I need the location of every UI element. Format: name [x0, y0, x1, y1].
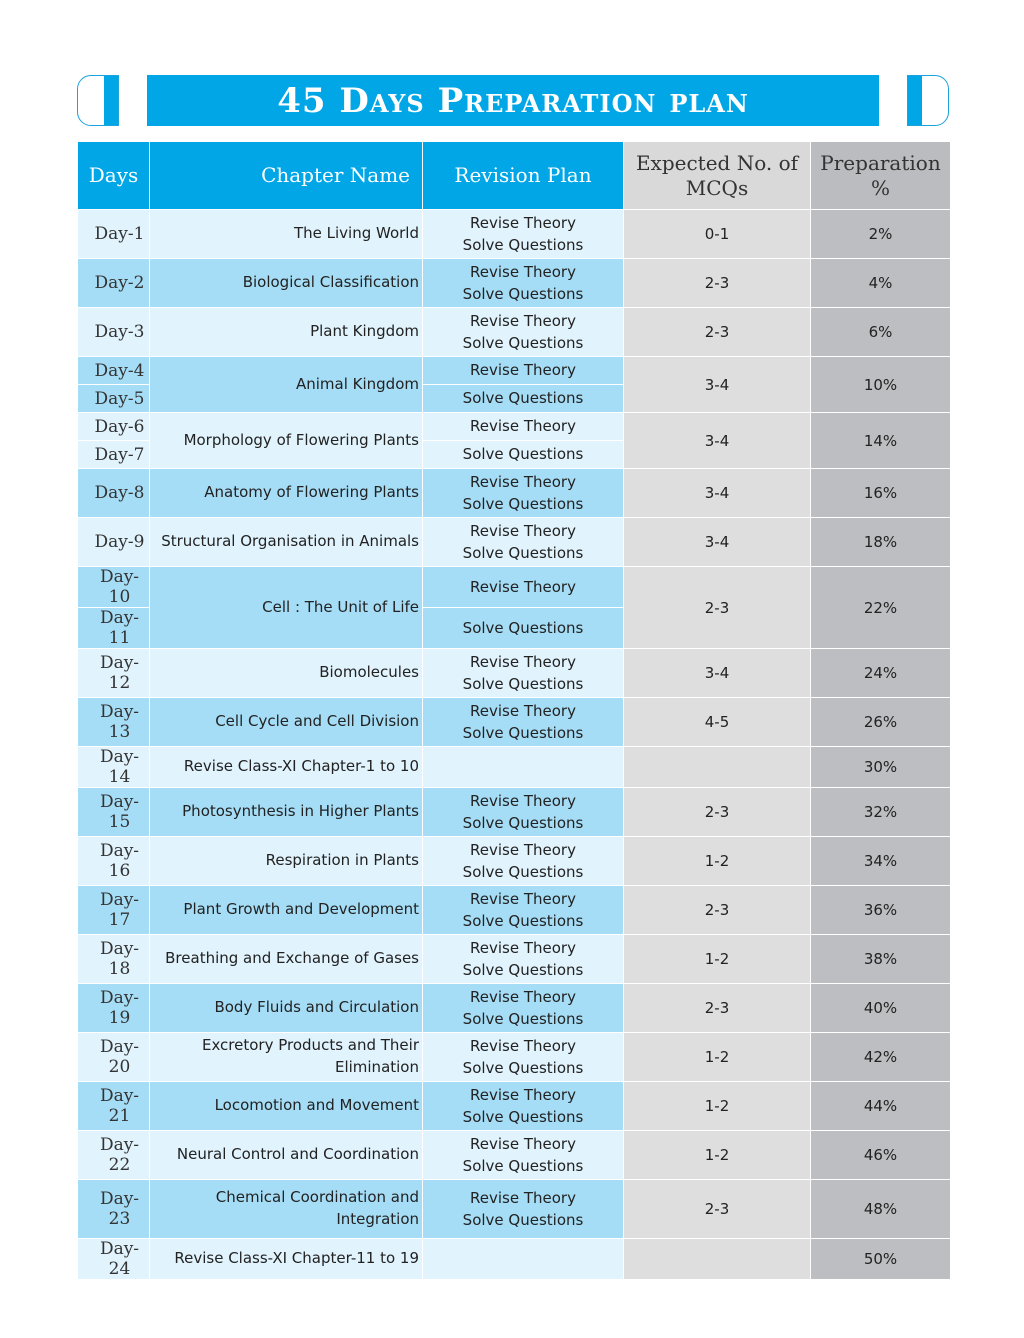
table-row	[78, 1131, 951, 1180]
revision-plan-cell	[423, 1082, 624, 1131]
revise-theory-label: Revise Theory	[470, 1134, 576, 1153]
revision-plan-cell	[423, 649, 624, 698]
solve-questions-cell: Solve Questions	[423, 385, 624, 413]
chapter-cell: The Living World	[150, 210, 423, 259]
revise-theory-label: Revise Theory	[470, 701, 576, 720]
banner-bar	[147, 75, 879, 126]
revision-plan-cell	[423, 1033, 624, 1082]
header-chapter-name: Chapter Name	[150, 142, 423, 210]
table-row	[78, 357, 951, 385]
revision-plan-cell	[423, 210, 624, 259]
chapter-cell: Plant Growth and Development	[150, 886, 423, 935]
prep-cell: 6%	[811, 308, 951, 357]
solve-questions-label: Solve Questions	[462, 724, 584, 742]
mcq-cell	[624, 1239, 811, 1280]
day-cell: Day-12	[78, 649, 150, 698]
day-cell: Day-7	[78, 441, 150, 469]
prep-cell: 34%	[811, 837, 951, 886]
revise-theory-label: Revise Theory	[470, 987, 576, 1006]
table-row	[78, 886, 951, 935]
prep-cell: 50%	[811, 1239, 951, 1280]
solve-questions-label: Solve Questions	[462, 814, 584, 832]
solve-questions-cell: Solve Questions	[423, 608, 624, 649]
revise-theory-label: Revise Theory	[470, 311, 576, 330]
prep-cell: 32%	[811, 788, 951, 837]
solve-questions-label: Solve Questions	[462, 334, 584, 352]
revise-theory-label: Revise Theory	[470, 791, 576, 810]
chapter-cell: Revise Class-XI Chapter-11 to 19	[150, 1239, 423, 1280]
prep-cell: 4%	[811, 259, 951, 308]
prep-cell: 24%	[811, 649, 951, 698]
solve-questions-label: Solve Questions	[462, 285, 584, 303]
mcq-cell: 1-2	[624, 837, 811, 886]
day-cell: Day-15	[78, 788, 150, 837]
mcq-cell: 3-4	[624, 649, 811, 698]
table-row	[78, 698, 951, 747]
chapter-cell: Locomotion and Movement	[150, 1082, 423, 1131]
revision-plan-cell	[423, 518, 624, 567]
chapter-cell: Structural Organisation in Animals	[150, 518, 423, 567]
revise-theory-label: Revise Theory	[470, 213, 576, 232]
revise-theory-label: Revise Theory	[470, 840, 576, 859]
revise-theory-label: Revise Theory	[470, 652, 576, 671]
prep-cell: 10%	[811, 357, 951, 413]
revise-theory-label: Revise Theory	[470, 1036, 576, 1055]
mcq-cell: 1-2	[624, 1033, 811, 1082]
day-cell: Day-23	[78, 1180, 150, 1239]
day-cell: Day-22	[78, 1131, 150, 1180]
chapter-cell: Neural Control and Coordination	[150, 1131, 423, 1180]
prep-cell: 44%	[811, 1082, 951, 1131]
chapter-cell: Revise Class-XI Chapter-1 to 10	[150, 747, 423, 788]
header-preparation-percent: Preparation %	[811, 142, 951, 210]
prep-cell: 18%	[811, 518, 951, 567]
day-cell: Day-3	[78, 308, 150, 357]
header-expected-mcqs: Expected No. of MCQs	[624, 142, 811, 210]
mcq-cell: 1-2	[624, 935, 811, 984]
revise-theory-cell: Revise Theory	[423, 357, 624, 385]
solve-questions-label: Solve Questions	[462, 236, 584, 254]
solve-questions-label: Solve Questions	[462, 675, 584, 693]
solve-questions-label: Solve Questions	[462, 1108, 584, 1126]
mcq-cell: 3-4	[624, 469, 811, 518]
revise-theory-cell: Revise Theory	[423, 567, 624, 608]
prep-cell: 16%	[811, 469, 951, 518]
prep-cell: 40%	[811, 984, 951, 1033]
table-row	[78, 469, 951, 518]
mcq-cell: 2-3	[624, 1180, 811, 1239]
day-cell: Day-2	[78, 259, 150, 308]
day-cell: Day-17	[78, 886, 150, 935]
chapter-cell: Photosynthesis in Higher Plants	[150, 788, 423, 837]
revision-plan-cell	[423, 788, 624, 837]
day-cell: Day-11	[78, 608, 150, 649]
mcq-cell: 3-4	[624, 357, 811, 413]
day-cell: Day-1	[78, 210, 150, 259]
day-cell: Day-14	[78, 747, 150, 788]
table-row	[78, 649, 951, 698]
revision-plan-cell	[423, 259, 624, 308]
mcq-cell: 2-3	[624, 788, 811, 837]
page-banner	[77, 75, 949, 126]
preparation-plan-table	[77, 141, 951, 1280]
chapter-cell: Plant Kingdom	[150, 308, 423, 357]
table-row	[78, 984, 951, 1033]
table-header-row	[78, 142, 951, 210]
table-row	[78, 788, 951, 837]
prep-cell: 14%	[811, 413, 951, 469]
chapter-cell: Anatomy of Flowering Plants	[150, 469, 423, 518]
day-cell: Day-19	[78, 984, 150, 1033]
day-cell: Day-9	[78, 518, 150, 567]
mcq-cell: 2-3	[624, 567, 811, 649]
revision-plan-cell	[423, 886, 624, 935]
day-cell: Day-13	[78, 698, 150, 747]
table-row	[78, 518, 951, 567]
chapter-cell: Excretory Products and Their Elimination	[150, 1033, 423, 1082]
solve-questions-label: Solve Questions	[462, 495, 584, 513]
table-row	[78, 210, 951, 259]
prep-cell: 26%	[811, 698, 951, 747]
revise-theory-cell: Revise Theory	[423, 413, 624, 441]
revise-theory-label: Revise Theory	[470, 1085, 576, 1104]
prep-cell: 46%	[811, 1131, 951, 1180]
mcq-cell	[624, 747, 811, 788]
chapter-cell: Animal Kingdom	[150, 357, 423, 413]
day-cell: Day-18	[78, 935, 150, 984]
chapter-cell: Cell Cycle and Cell Division	[150, 698, 423, 747]
table-row	[78, 413, 951, 441]
solve-questions-label: Solve Questions	[462, 912, 584, 930]
revision-plan-cell	[423, 1180, 624, 1239]
mcq-cell: 1-2	[624, 1131, 811, 1180]
revise-theory-label: Revise Theory	[470, 889, 576, 908]
chapter-cell: Breathing and Exchange of Gases	[150, 935, 423, 984]
day-cell: Day-10	[78, 567, 150, 608]
chapter-cell: Respiration in Plants	[150, 837, 423, 886]
table-row	[78, 308, 951, 357]
page-title: 45 Days Preparation plan	[277, 80, 749, 121]
mcq-cell: 0-1	[624, 210, 811, 259]
mcq-cell: 2-3	[624, 259, 811, 308]
solve-questions-label: Solve Questions	[462, 1211, 584, 1229]
solve-questions-label: Solve Questions	[462, 1059, 584, 1077]
banner-left-cap	[77, 75, 119, 126]
table-row	[78, 935, 951, 984]
prep-cell: 42%	[811, 1033, 951, 1082]
chapter-cell: Cell : The Unit of Life	[150, 567, 423, 649]
mcq-cell: 2-3	[624, 984, 811, 1033]
banner-right-cap	[907, 75, 949, 126]
table-row	[78, 837, 951, 886]
revision-plan-cell	[423, 698, 624, 747]
table-body	[78, 210, 951, 1280]
table-row	[78, 259, 951, 308]
chapter-cell: Biomolecules	[150, 649, 423, 698]
solve-questions-label: Solve Questions	[462, 863, 584, 881]
revise-theory-label: Revise Theory	[470, 521, 576, 540]
day-cell: Day-4	[78, 357, 150, 385]
solve-questions-label: Solve Questions	[462, 544, 584, 562]
table-row	[78, 747, 951, 788]
table-row	[78, 1239, 951, 1280]
prep-cell: 30%	[811, 747, 951, 788]
revision-plan-cell	[423, 747, 624, 788]
solve-questions-label: Solve Questions	[462, 1010, 584, 1028]
prep-cell: 2%	[811, 210, 951, 259]
prep-cell: 48%	[811, 1180, 951, 1239]
revise-theory-label: Revise Theory	[470, 472, 576, 491]
chapter-cell: Morphology of Flowering Plants	[150, 413, 423, 469]
revision-plan-cell	[423, 984, 624, 1033]
day-cell: Day-5	[78, 385, 150, 413]
revise-theory-label: Revise Theory	[470, 262, 576, 281]
mcq-cell: 2-3	[624, 308, 811, 357]
day-cell: Day-6	[78, 413, 150, 441]
prep-cell: 22%	[811, 567, 951, 649]
mcq-cell: 1-2	[624, 1082, 811, 1131]
revision-plan-cell	[423, 469, 624, 518]
revision-plan-cell	[423, 308, 624, 357]
table-row	[78, 567, 951, 608]
revise-theory-label: Revise Theory	[470, 938, 576, 957]
mcq-cell: 3-4	[624, 413, 811, 469]
solve-questions-label: Solve Questions	[462, 961, 584, 979]
day-cell: Day-16	[78, 837, 150, 886]
mcq-cell: 4-5	[624, 698, 811, 747]
mcq-cell: 3-4	[624, 518, 811, 567]
solve-questions-cell: Solve Questions	[423, 441, 624, 469]
day-cell: Day-20	[78, 1033, 150, 1082]
day-cell: Day-24	[78, 1239, 150, 1280]
revision-plan-cell	[423, 935, 624, 984]
prep-cell: 38%	[811, 935, 951, 984]
mcq-cell: 2-3	[624, 886, 811, 935]
chapter-cell: Chemical Coordination and Integration	[150, 1180, 423, 1239]
header-revision-plan: Revision Plan	[423, 142, 624, 210]
chapter-cell: Biological Classification	[150, 259, 423, 308]
prep-cell: 36%	[811, 886, 951, 935]
chapter-cell: Body Fluids and Circulation	[150, 984, 423, 1033]
revision-plan-cell	[423, 837, 624, 886]
day-cell: Day-21	[78, 1082, 150, 1131]
table-row	[78, 1082, 951, 1131]
revise-theory-label: Revise Theory	[470, 1188, 576, 1207]
revision-plan-cell	[423, 1131, 624, 1180]
table-row	[78, 1180, 951, 1239]
header-days: Days	[78, 142, 150, 210]
revision-plan-cell	[423, 1239, 624, 1280]
day-cell: Day-8	[78, 469, 150, 518]
table-row	[78, 1033, 951, 1082]
solve-questions-label: Solve Questions	[462, 1157, 584, 1175]
